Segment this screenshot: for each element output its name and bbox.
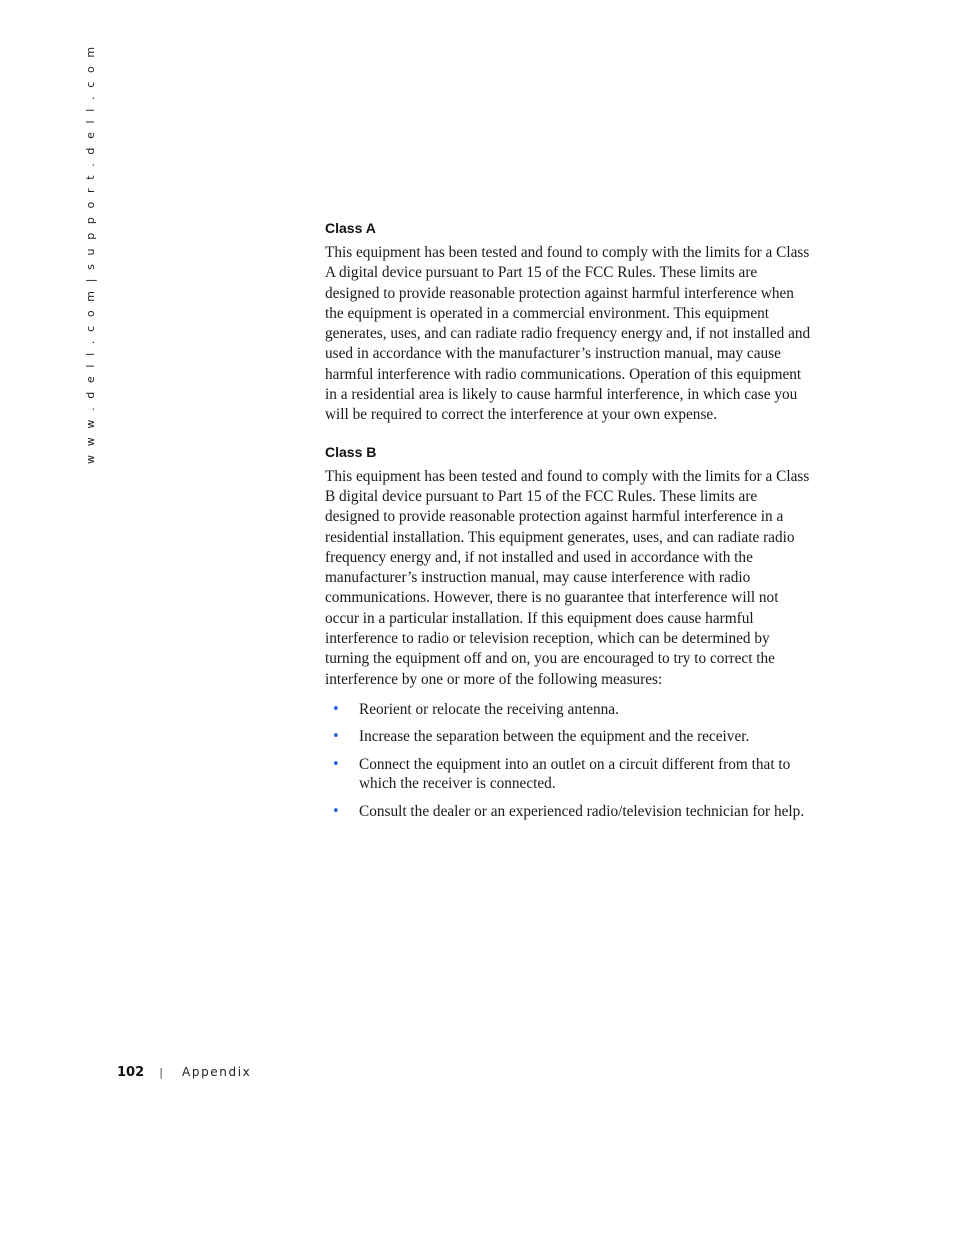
bullet-icon: •	[332, 803, 340, 819]
main-content	[325, 219, 815, 829]
class-b-paragraph: This equipment has been tested and found to comply with the limits for a Class B digital device pursuant to Part 15 of the FCC Rules. These limits are designed to provide reasonable protection against harmful interference in a residential installation. This equipment generates, uses, and can radiate radio frequency energy and, if not installed and used in accordance with the manufacturer’s instruction manual, may cause interference with radio communications. However, there is no guarantee that interference will not occur in a particular installation. If this equipment does cause harmful interference to radio or television reception, which can be determined by turning the equipment off and on, you are encouraged to try to correct the interference by one or more of the following measures:	[325, 467, 810, 688]
class-b-heading: Class B	[325, 443, 377, 460]
bullet-icon: •	[332, 756, 340, 772]
page-number: 102	[117, 1065, 145, 1080]
bullet-icon: •	[332, 729, 340, 745]
page-footer	[117, 1061, 251, 1080]
list-item	[325, 802, 815, 822]
measures-list	[325, 700, 815, 822]
class-a-paragraph: This equipment has been tested and found to comply with the limits for a Class A digital device pursuant to Part 15 of the FCC Rules. These limits are designed to provide reasonable protection against harmful interference when the equipment is operated in a commercial environment. This equipment generates, uses, and can radiate radio frequency energy and, if not installed and used in accordance with the manufacturer’s instruction manual, may cause harmful interference with radio communications. Operation of this equipment in a residential area is likely to cause harmful interference, in which case you will be required to correct the interference at your own expense.	[325, 244, 811, 424]
list-item	[325, 755, 815, 794]
footer-section-title: Appendix	[182, 1065, 252, 1079]
list-item-text: Increase the separation between the equipment and the receiver.	[359, 728, 750, 746]
footer-separator: |	[159, 1066, 163, 1079]
list-item-text: Consult the dealer or an experienced radio/television technician for help.	[359, 802, 805, 820]
class-a-heading: Class A	[325, 220, 376, 236]
list-item-text: Connect the equipment into an outlet on a circuit different from that to which the receiver is connected.	[359, 755, 791, 793]
sidebar-url: w w w . d e l l . c o m | s u p p o r t . d e l l . c o m	[84, 44, 97, 464]
bullet-icon: •	[332, 701, 340, 717]
list-item	[325, 700, 815, 720]
list-item-text: Reorient or relocate the receiving antenna.	[359, 700, 619, 718]
list-item	[325, 727, 815, 747]
